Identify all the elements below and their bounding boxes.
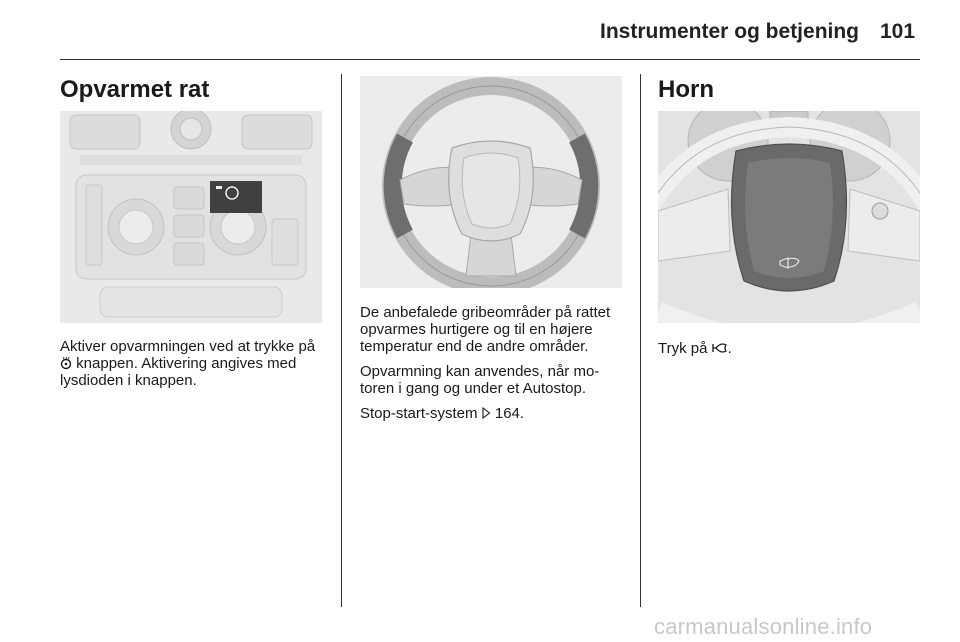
reference-arrow-icon (482, 407, 491, 419)
middle-paragraph-1: De anbefalede gribeområder på rattet opvarmes hurtigere og til en højere temperatur end de andre områder. (360, 304, 611, 355)
page-number: 101 (880, 20, 916, 43)
section-title-horn: Horn (658, 76, 714, 103)
middle-body-text (360, 304, 622, 430)
middle-reference: Stop-start-system 164. (360, 405, 525, 422)
horn-steering-wheel-figure (658, 111, 920, 323)
column-divider-right (640, 74, 641, 607)
left-body-text (60, 338, 322, 397)
right-body-text (658, 340, 920, 365)
section-title-heated-wheel: Opvarmet rat (60, 76, 210, 103)
steering-wheel-grip-figure (360, 76, 622, 288)
column-divider-left (341, 74, 342, 607)
header-rule (60, 59, 920, 60)
heated-steering-wheel-icon (60, 357, 72, 370)
climate-control-panel-figure (60, 111, 322, 323)
right-paragraph: Tryk på . (658, 340, 732, 357)
middle-paragraph-2: Opvarmning kan anvendes, når mo-toren i gang og under et Autostop. (360, 363, 600, 397)
watermark: carmanualsonline.info (654, 614, 873, 639)
left-paragraph: Aktiver opvarmningen ved at trykke på knappen. Aktivering angives med lysdioden i knappen. (60, 338, 316, 389)
page-header-title: Instrumenter og betjening (600, 20, 860, 43)
horn-icon (712, 342, 728, 354)
